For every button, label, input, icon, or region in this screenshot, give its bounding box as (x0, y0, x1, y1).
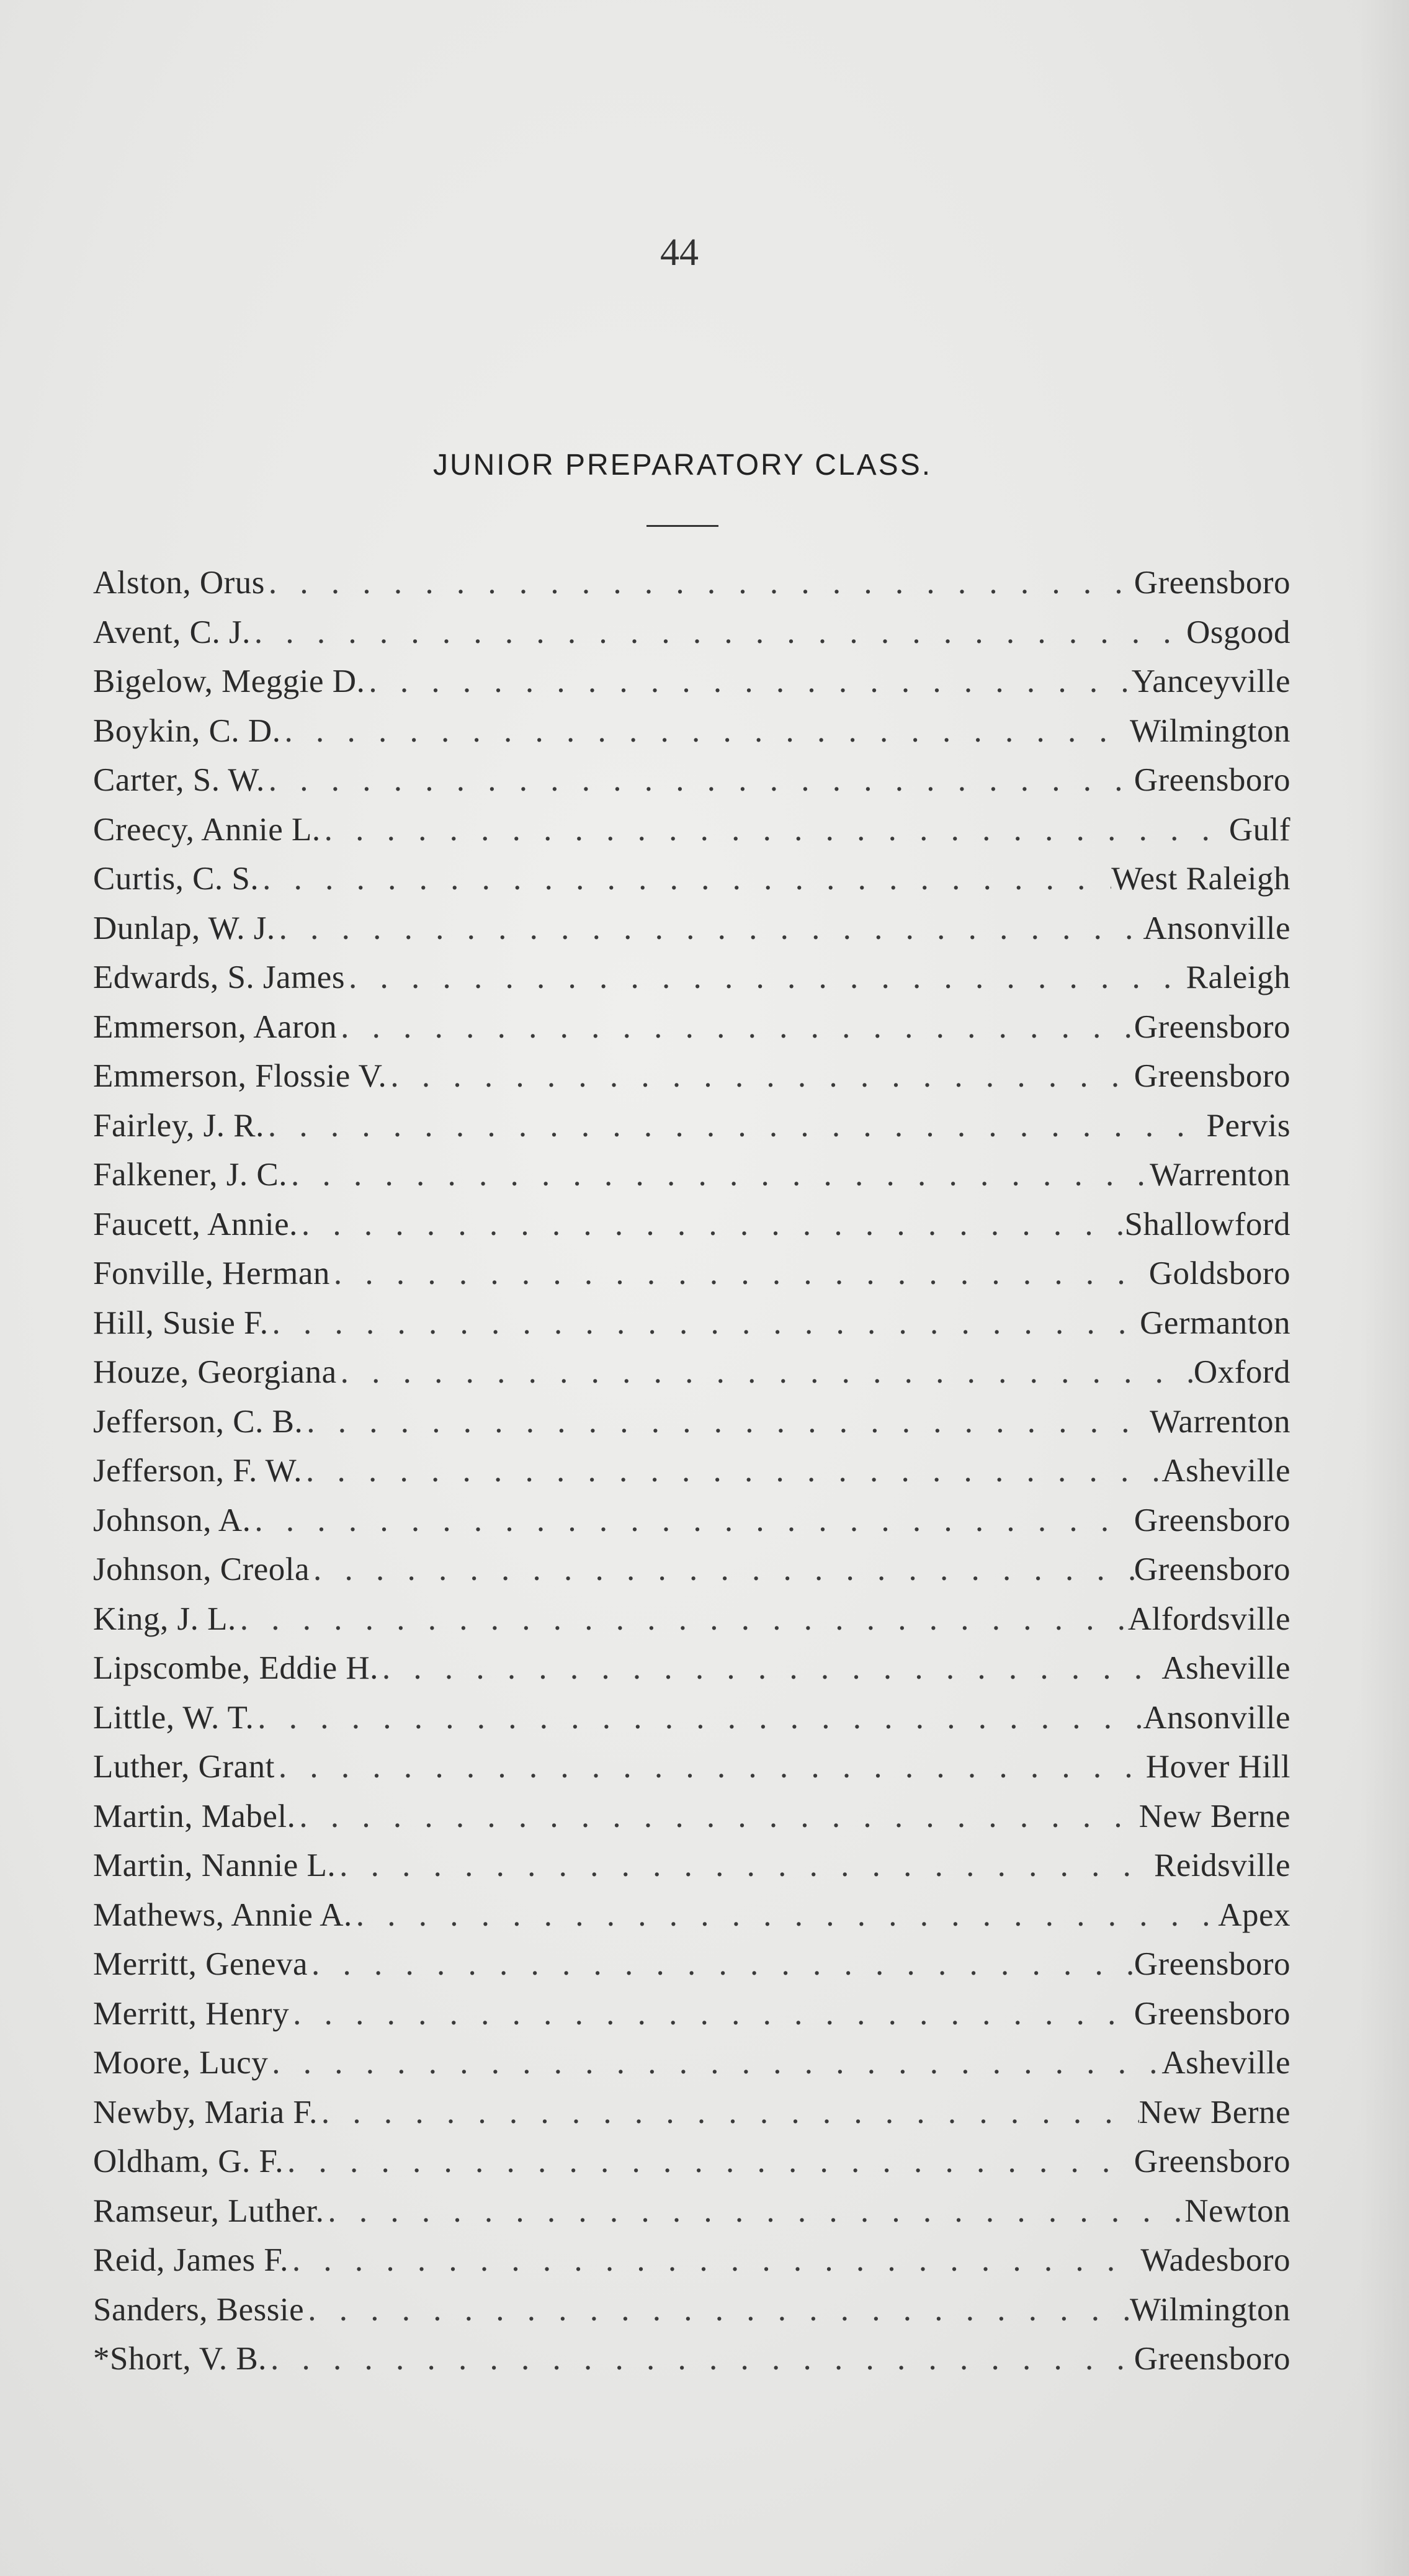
student-hometown: Greensboro (1134, 565, 1290, 601)
student-name: Carter, S. W. (93, 762, 265, 798)
student-name: Merritt, Henry (93, 1995, 290, 2032)
section-heading: JUNIOR PREPARATORY CLASS. (432, 449, 933, 482)
list-item (93, 806, 1290, 855)
student-name: Curtis, C. S. (93, 861, 259, 897)
list-item (93, 1151, 1290, 1200)
list-item (93, 904, 1290, 954)
student-name: King, J. L. (93, 1600, 236, 1637)
dot-leader (303, 1398, 1150, 1447)
dot-leader (308, 1940, 1134, 1990)
student-hometown: Reidsville (1154, 1847, 1290, 1883)
student-hometown: Wadesboro (1140, 2242, 1290, 2278)
student-name: Emmerson, Aaron (93, 1008, 338, 1045)
list-item (93, 2286, 1290, 2335)
list-item (93, 1644, 1290, 1694)
student-name: Jefferson, F. W. (93, 1453, 302, 1489)
student-name: Merritt, Geneva (93, 1946, 308, 1982)
dot-leader (378, 1644, 1161, 1694)
list-item (93, 855, 1290, 904)
student-hometown: Ansonville (1143, 910, 1290, 946)
dot-leader (295, 1792, 1138, 1842)
dot-leader (275, 904, 1143, 954)
dot-leader (336, 1841, 1154, 1891)
student-name: Dunlap, W. J. (93, 910, 275, 946)
dot-leader (264, 1102, 1207, 1151)
dot-leader (268, 2039, 1161, 2088)
student-hometown: Shallowford (1124, 1206, 1290, 1242)
student-hometown: Greensboro (1134, 1946, 1290, 1982)
student-hometown: Apex (1218, 1896, 1290, 1933)
dot-leader (289, 2236, 1141, 2286)
dot-leader (365, 657, 1131, 707)
list-item (93, 1940, 1290, 1990)
student-name: Oldham, G. F. (93, 2143, 284, 2179)
student-hometown: Asheville (1161, 1453, 1290, 1489)
list-item (93, 2137, 1290, 2187)
dot-leader (318, 2088, 1139, 2138)
student-hometown: New Berne (1138, 2094, 1290, 2130)
student-name: Alston, Orus (93, 565, 265, 601)
dot-leader (280, 707, 1130, 756)
student-hometown: New Berne (1138, 1798, 1290, 1834)
student-hometown: Greensboro (1134, 2143, 1290, 2179)
list-item (93, 1052, 1290, 1102)
dot-leader (298, 1200, 1125, 1250)
dot-leader (269, 1299, 1140, 1349)
list-item (93, 1447, 1290, 1496)
student-name: Avent, C. J. (93, 614, 251, 650)
dot-leader (284, 2137, 1134, 2187)
student-name: Martin, Nannie L. (93, 1847, 336, 1883)
dot-leader (321, 806, 1229, 855)
student-hometown: Greensboro (1134, 1995, 1290, 2032)
student-hometown: Alfordsville (1127, 1600, 1290, 1637)
student-hometown: Hover Hill (1145, 1749, 1290, 1785)
student-name: Mathews, Annie A. (93, 1896, 352, 1933)
student-name: *Short, V. B. (93, 2341, 267, 2377)
student-hometown: Ansonville (1143, 1699, 1290, 1736)
dot-leader (352, 1891, 1218, 1941)
student-hometown: Asheville (1161, 2045, 1290, 2081)
list-item (93, 1200, 1290, 1250)
list-item (93, 657, 1290, 707)
student-name: Emmerson, Flossie V. (93, 1058, 387, 1094)
student-name: Sanders, Bessie (93, 2291, 305, 2328)
student-name: Martin, Mabel. (93, 1798, 296, 1834)
list-item (93, 1545, 1290, 1595)
dot-leader (302, 1447, 1161, 1496)
student-hometown: Osgood (1186, 614, 1290, 650)
dot-leader (251, 1496, 1134, 1546)
student-name: Creecy, Annie L. (93, 811, 321, 848)
student-hometown: Pervis (1206, 1107, 1290, 1144)
heading-rule (646, 525, 718, 527)
list-item (93, 2039, 1290, 2088)
student-hometown: Warrenton (1150, 1403, 1290, 1440)
list-item (93, 1841, 1290, 1891)
student-name: Edwards, S. James (93, 959, 345, 995)
student-hometown: Goldsboro (1148, 1255, 1290, 1291)
student-hometown: Newton (1184, 2192, 1290, 2229)
student-hometown: Gulf (1228, 811, 1290, 848)
student-hometown: Asheville (1161, 1650, 1290, 1686)
list-item (93, 1694, 1290, 1743)
list-item (93, 1249, 1290, 1299)
student-name: Bigelow, Meggie D. (93, 663, 365, 699)
student-name: Johnson, Creola (93, 1551, 310, 1587)
dot-leader (330, 1249, 1149, 1299)
dot-leader (236, 1595, 1128, 1645)
student-hometown: Greensboro (1134, 1502, 1290, 1538)
student-name: Fairley, J. R. (93, 1107, 264, 1144)
list-item (93, 1496, 1290, 1546)
student-name: Falkener, J. C. (93, 1157, 288, 1193)
dot-leader (259, 855, 1111, 904)
student-hometown: West Raleigh (1111, 861, 1290, 897)
list-item (93, 2335, 1290, 2384)
list-item (93, 1990, 1290, 2039)
student-hometown: Warrenton (1150, 1157, 1290, 1193)
page-edge-shadow (1359, 0, 1409, 2576)
list-item (93, 1595, 1290, 1645)
dot-leader (265, 756, 1134, 806)
student-name: Reid, James F. (93, 2242, 289, 2278)
student-hometown: Wilmington (1129, 712, 1290, 749)
dot-leader (304, 2286, 1130, 2335)
dot-leader (310, 1545, 1134, 1595)
student-name: Little, W. T. (93, 1699, 254, 1736)
list-item (93, 2187, 1290, 2237)
dot-leader (345, 953, 1186, 1003)
student-name: Boykin, C. D. (93, 712, 281, 749)
student-name: Faucett, Annie. (93, 1206, 298, 1242)
dot-leader (337, 1348, 1194, 1398)
dot-leader (254, 1694, 1143, 1743)
dot-leader (337, 1003, 1134, 1052)
list-item (93, 1891, 1290, 1941)
student-name: Lipscombe, Eddie H. (93, 1650, 378, 1686)
dot-leader (289, 1990, 1134, 2039)
student-name: Luther, Grant (93, 1749, 275, 1785)
page-number: 44 (660, 231, 699, 274)
student-name: Ramseur, Luther. (93, 2192, 324, 2229)
list-item (93, 1398, 1290, 1447)
student-hometown: Raleigh (1186, 959, 1290, 995)
student-name: Newby, Maria F. (93, 2094, 318, 2130)
student-name: Houze, Georgiana (93, 1354, 337, 1390)
student-hometown: Greensboro (1134, 1551, 1290, 1587)
list-item (93, 1299, 1290, 1349)
list-item (93, 2236, 1290, 2286)
dot-leader (324, 2187, 1184, 2237)
list-item (93, 707, 1290, 756)
list-item (93, 1003, 1290, 1052)
student-name: Jefferson, C. B. (93, 1403, 303, 1440)
dot-leader (267, 2335, 1134, 2384)
student-hometown: Greensboro (1134, 1008, 1290, 1045)
dot-leader (287, 1151, 1150, 1200)
student-roster (93, 559, 1290, 2384)
student-hometown: Oxford (1193, 1354, 1290, 1390)
dot-leader (265, 559, 1134, 608)
list-item (93, 2088, 1290, 2138)
dot-leader (275, 1743, 1146, 1792)
list-item (93, 1743, 1290, 1792)
list-item (93, 608, 1290, 658)
student-name: Moore, Lucy (93, 2045, 269, 2081)
dot-leader (251, 608, 1186, 658)
student-hometown: Yanceyville (1131, 663, 1290, 699)
student-name: Johnson, A. (93, 1502, 251, 1538)
student-hometown: Greensboro (1134, 2341, 1290, 2377)
list-item (93, 756, 1290, 806)
dot-leader (387, 1052, 1134, 1102)
student-name: Hill, Susie F. (93, 1304, 269, 1341)
list-item (93, 1348, 1290, 1398)
student-hometown: Germanton (1140, 1304, 1290, 1341)
list-item (93, 953, 1290, 1003)
list-item (93, 1792, 1290, 1842)
student-hometown: Greensboro (1134, 1058, 1290, 1094)
student-name: Fonville, Herman (93, 1255, 330, 1291)
student-hometown: Wilmington (1129, 2291, 1290, 2328)
list-item (93, 559, 1290, 608)
list-item (93, 1102, 1290, 1151)
student-hometown: Greensboro (1134, 762, 1290, 798)
